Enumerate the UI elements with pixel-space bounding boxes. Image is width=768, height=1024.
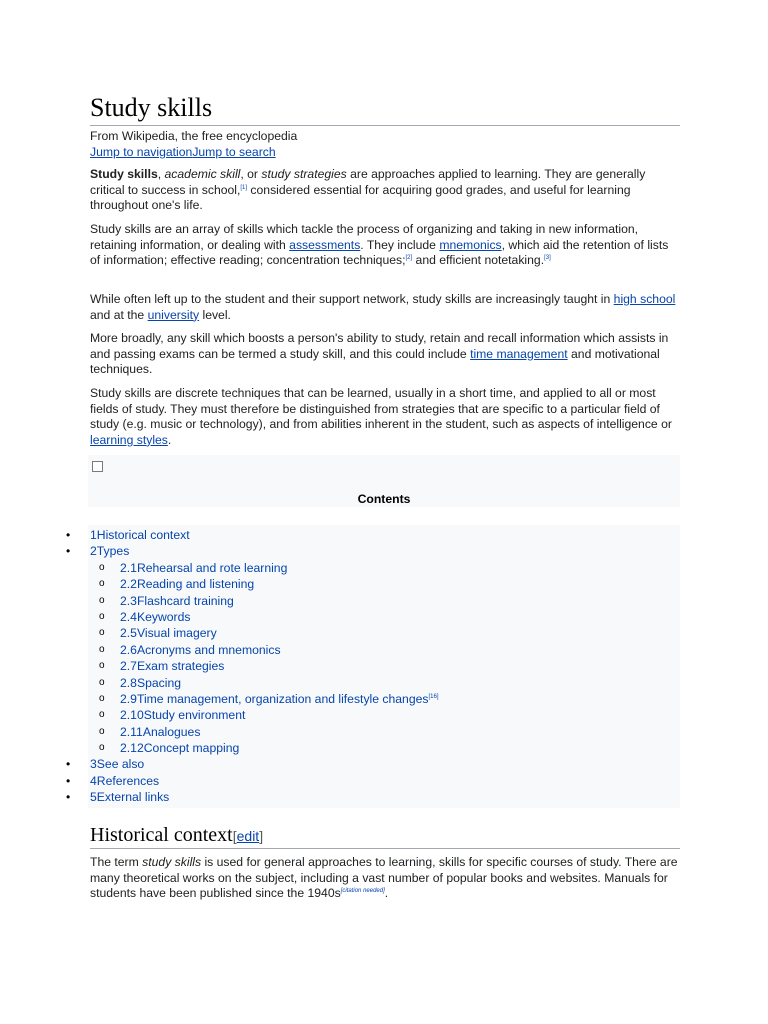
section-heading-text: Historical context bbox=[90, 824, 233, 846]
toc-item-label[interactable]: Keywords bbox=[136, 609, 191, 624]
toc-item-label[interactable]: Study environment bbox=[143, 708, 246, 723]
page-title: Study skills bbox=[90, 92, 680, 126]
text: . They include bbox=[360, 237, 440, 252]
toc-item-number: 2.7 bbox=[120, 659, 137, 674]
text: are approaches applied to learning. They are generally critical to success in school, bbox=[90, 167, 646, 197]
toc-item[interactable] bbox=[0, 707, 680, 723]
toc-item[interactable] bbox=[0, 625, 680, 641]
reference-3[interactable]: [3] bbox=[544, 255, 551, 262]
text: is used for general approaches to learning, skills for specific courses of study. There are many theoretical works on the subject, including a vast number of popular books and websites. Manuals for students have been published since the 1940s bbox=[90, 855, 678, 901]
toc-item[interactable] bbox=[0, 560, 680, 576]
jump-to-navigation-link[interactable]: Jump to navigation bbox=[90, 145, 193, 159]
toc-item[interactable] bbox=[0, 658, 680, 674]
citation-needed-link[interactable]: [citation needed] bbox=[340, 888, 385, 895]
text: and at the bbox=[90, 307, 148, 322]
italic-term: study skills bbox=[142, 855, 202, 869]
mnemonics-link[interactable]: mnemonics bbox=[439, 237, 502, 252]
toc-item[interactable] bbox=[0, 691, 680, 707]
bold-term: Study skills bbox=[90, 167, 158, 181]
toc-item-number: 2.3 bbox=[120, 593, 137, 608]
toc-item-label[interactable]: Concept mapping bbox=[143, 741, 240, 756]
jump-to-search-link[interactable]: Jump to search bbox=[192, 145, 276, 159]
toc-item-label[interactable]: External links bbox=[96, 790, 170, 805]
text: , bbox=[157, 167, 165, 181]
toc-item-label[interactable]: Exam strategies bbox=[136, 659, 225, 674]
toc-item-number: 2.10 bbox=[120, 708, 144, 723]
text: The term bbox=[90, 855, 143, 869]
toc-item-label[interactable]: Acronyms and mnemonics bbox=[136, 642, 281, 657]
section-heading-historical-context bbox=[90, 823, 680, 849]
toc-item[interactable] bbox=[0, 773, 680, 789]
toc-item-label[interactable]: Rehearsal and rote learning bbox=[136, 560, 288, 575]
intro-paragraph-4 bbox=[90, 331, 680, 378]
toc-item[interactable] bbox=[0, 675, 680, 691]
toc-item-number: 2.1 bbox=[120, 560, 137, 575]
toc-item[interactable] bbox=[0, 576, 680, 592]
text: and motivational techniques. bbox=[90, 346, 660, 377]
edit-section bbox=[233, 828, 263, 844]
table-of-contents bbox=[0, 527, 680, 806]
toc-item-label[interactable]: Flashcard training bbox=[136, 593, 234, 608]
toc-item-number: 1 bbox=[90, 528, 97, 542]
toc-item[interactable] bbox=[0, 609, 680, 625]
text: More broadly, any skill which boosts a person's ability to study, retain and recall information which assists in and passing exams can be termed a study skill, and this could include bbox=[90, 331, 669, 361]
edit-bracket: [ bbox=[232, 828, 237, 844]
learning-styles-link[interactable]: learning styles bbox=[90, 432, 168, 447]
toc-item-label[interactable]: Spacing bbox=[136, 675, 181, 690]
reference-1[interactable]: [1] bbox=[240, 184, 248, 191]
toc-item-label[interactable]: See also bbox=[96, 757, 145, 772]
toc-item[interactable] bbox=[0, 527, 680, 543]
text: level. bbox=[199, 307, 231, 322]
toc-toggle-checkbox[interactable] bbox=[92, 461, 103, 472]
italic-term: academic skill bbox=[164, 167, 241, 181]
intro-paragraph-5 bbox=[90, 386, 680, 448]
tagline: From Wikipedia, the free encyclopedia bbox=[90, 129, 298, 143]
toc-item-label[interactable]: Time management, organization and lifestyle changes bbox=[136, 691, 429, 706]
toc-item-label[interactable]: Analogues bbox=[142, 724, 201, 739]
toc-item-label[interactable]: Historical context bbox=[96, 528, 190, 542]
toc-item[interactable] bbox=[0, 756, 680, 772]
toc-item-number: 2.5 bbox=[120, 626, 137, 641]
intro-paragraph-1 bbox=[90, 167, 680, 214]
text: considered essential for acquiring good grades, and useful for learning throughout one's life. bbox=[90, 182, 631, 213]
university-link[interactable]: university bbox=[147, 307, 200, 322]
intro-paragraph-2 bbox=[90, 222, 680, 269]
text: While often left up to the student and their support network, study skills are increasingly taught in bbox=[90, 292, 614, 306]
toc-item-number: 2.8 bbox=[120, 675, 137, 690]
intro-paragraph-3 bbox=[90, 292, 680, 323]
toc-item-number: 2.4 bbox=[120, 609, 137, 624]
toc-item-number: 2.11 bbox=[120, 724, 143, 739]
text: Study skills are an array of skills which tackle the process of organizing and taking in new information, retaining information, or dealing with bbox=[90, 222, 639, 252]
reference-2[interactable]: [2] bbox=[405, 255, 413, 262]
toc-item-number: 5 bbox=[90, 790, 97, 805]
toc-item[interactable] bbox=[0, 724, 680, 740]
toc-item-label[interactable]: Visual imagery bbox=[136, 626, 217, 641]
toc-item-label[interactable]: References bbox=[96, 773, 160, 788]
historical-context-paragraph bbox=[90, 855, 680, 902]
toc-item-reference[interactable]: [16] bbox=[428, 693, 439, 700]
text: , or bbox=[240, 167, 262, 181]
text: . bbox=[384, 886, 389, 901]
toc-item-number: 4 bbox=[90, 773, 97, 788]
text: . bbox=[167, 432, 172, 447]
toc-item[interactable] bbox=[0, 740, 680, 756]
time-management-link[interactable]: time management bbox=[470, 346, 568, 361]
high-school-link[interactable]: high school bbox=[613, 292, 676, 306]
italic-term: study strategies bbox=[261, 167, 347, 181]
assessments-link[interactable]: assessments bbox=[289, 237, 361, 252]
edit-section-link[interactable]: edit bbox=[236, 828, 260, 844]
toc-item-number: 2.9 bbox=[120, 691, 137, 706]
text: Study skills are discrete techniques that can be learned, usually in a short time, and applied to all or most fields of study. They must therefore be distinguished from strategies that are specific to a particular field of study (e.g. music or technology), and from abilities inherent in the student, such as aspects of intelligence or bbox=[90, 386, 672, 432]
toc-item-label[interactable]: Types bbox=[96, 544, 130, 559]
toc-item-number: 2.12 bbox=[120, 741, 144, 756]
toc-title: Contents bbox=[357, 492, 411, 506]
toc-item-number: 2 bbox=[90, 544, 97, 559]
toc-item[interactable] bbox=[0, 543, 680, 559]
toc-item-number: 2.6 bbox=[120, 642, 137, 657]
jump-links bbox=[90, 145, 680, 161]
toc-item-label[interactable]: Reading and listening bbox=[136, 577, 255, 592]
text: and efficient notetaking. bbox=[412, 253, 545, 268]
text: , which aid the retention of lists of information; effective reading; concentration techniques; bbox=[90, 237, 669, 268]
edit-bracket: ] bbox=[259, 828, 264, 844]
toc-item-number: 3 bbox=[90, 757, 97, 772]
toc-item[interactable] bbox=[0, 593, 680, 609]
toc-item[interactable] bbox=[0, 789, 680, 805]
toc-item-number: 2.2 bbox=[120, 577, 137, 592]
toc-item[interactable] bbox=[0, 642, 680, 658]
